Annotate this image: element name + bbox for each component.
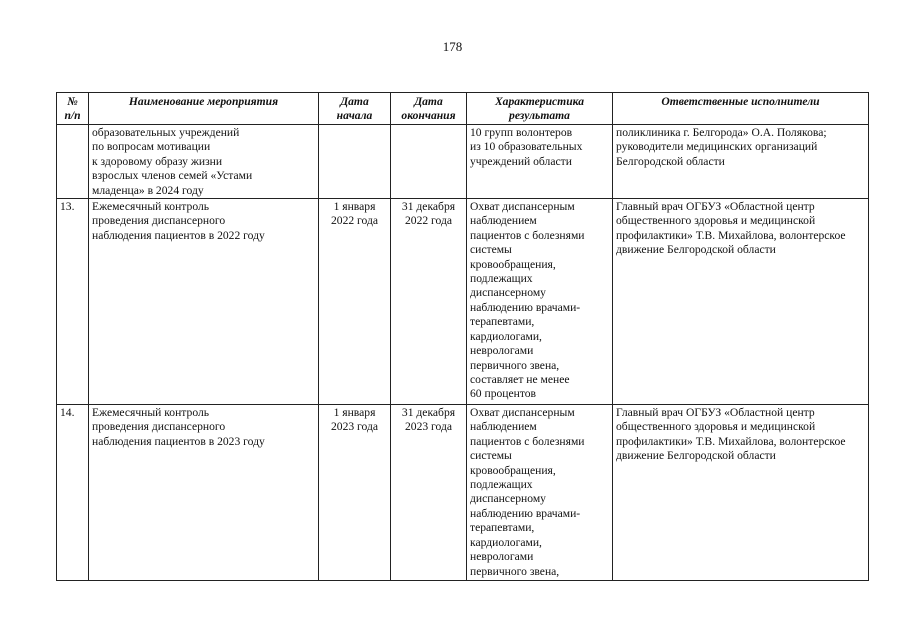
table-header-row bbox=[57, 93, 869, 125]
row-name: образовательных учреждений по вопросам мотивации к здоровому образу жизни взрослых членов семей «Устами младенца» в 2024 году bbox=[89, 125, 319, 199]
row-responsible: поликлиника г. Белгорода» О.А. Полякова; руководители медицинских организаций Белгородской области bbox=[613, 125, 869, 199]
table-row bbox=[57, 199, 869, 405]
activity-plan-table bbox=[56, 92, 869, 581]
row-num: 14. bbox=[57, 405, 89, 581]
row-start-date: 1 января 2023 года bbox=[319, 405, 391, 581]
row-name: Ежемесячный контроль проведения диспансерного наблюдения пациентов в 2023 году bbox=[89, 405, 319, 581]
header-responsible: Ответственные исполнители bbox=[613, 93, 869, 125]
row-end-date bbox=[391, 125, 467, 199]
row-responsible: Главный врач ОГБУЗ «Областной центр общественного здоровья и медицинской профилактики» Т.В. Михайлова, волонтерское движение Белгородской области bbox=[613, 405, 869, 581]
row-num bbox=[57, 125, 89, 199]
row-end-date: 31 декабря 2022 года bbox=[391, 199, 467, 405]
table-row bbox=[57, 125, 869, 199]
header-end-date: Дата окончания bbox=[391, 93, 467, 125]
row-result: 10 групп волонтеров из 10 образовательных учреждений области bbox=[467, 125, 613, 199]
header-name: Наименование мероприятия bbox=[89, 93, 319, 125]
row-start-date bbox=[319, 125, 391, 199]
row-start-date: 1 января 2022 года bbox=[319, 199, 391, 405]
row-num: 13. bbox=[57, 199, 89, 405]
row-end-date: 31 декабря 2023 года bbox=[391, 405, 467, 581]
table-row bbox=[57, 405, 869, 581]
row-name: Ежемесячный контроль проведения диспансерного наблюдения пациентов в 2022 году bbox=[89, 199, 319, 405]
row-result: Охват диспансерным наблюдением пациентов с болезнями системы кровообращения, подлежащих диспансерному наблюдению врачами- терапевтами, кардиологами, неврологами первичного звена, bbox=[467, 405, 613, 581]
header-start-date: Дата начала bbox=[319, 93, 391, 125]
header-result: Характеристика результата bbox=[467, 93, 613, 125]
page-number: 178 bbox=[442, 39, 463, 54]
row-result: Охват диспансерным наблюдением пациентов с болезнями системы кровообращения, подлежащих диспансерному наблюдению врачами- терапевтами, кардиологами, неврологами первичного звена, составляет не менее 60 процентов bbox=[467, 199, 613, 405]
row-responsible: Главный врач ОГБУЗ «Областной центр общественного здоровья и медицинской профилактики» Т.В. Михайлова, волонтерское движение Белгородской области bbox=[613, 199, 869, 405]
header-num: № п/п bbox=[57, 93, 89, 125]
